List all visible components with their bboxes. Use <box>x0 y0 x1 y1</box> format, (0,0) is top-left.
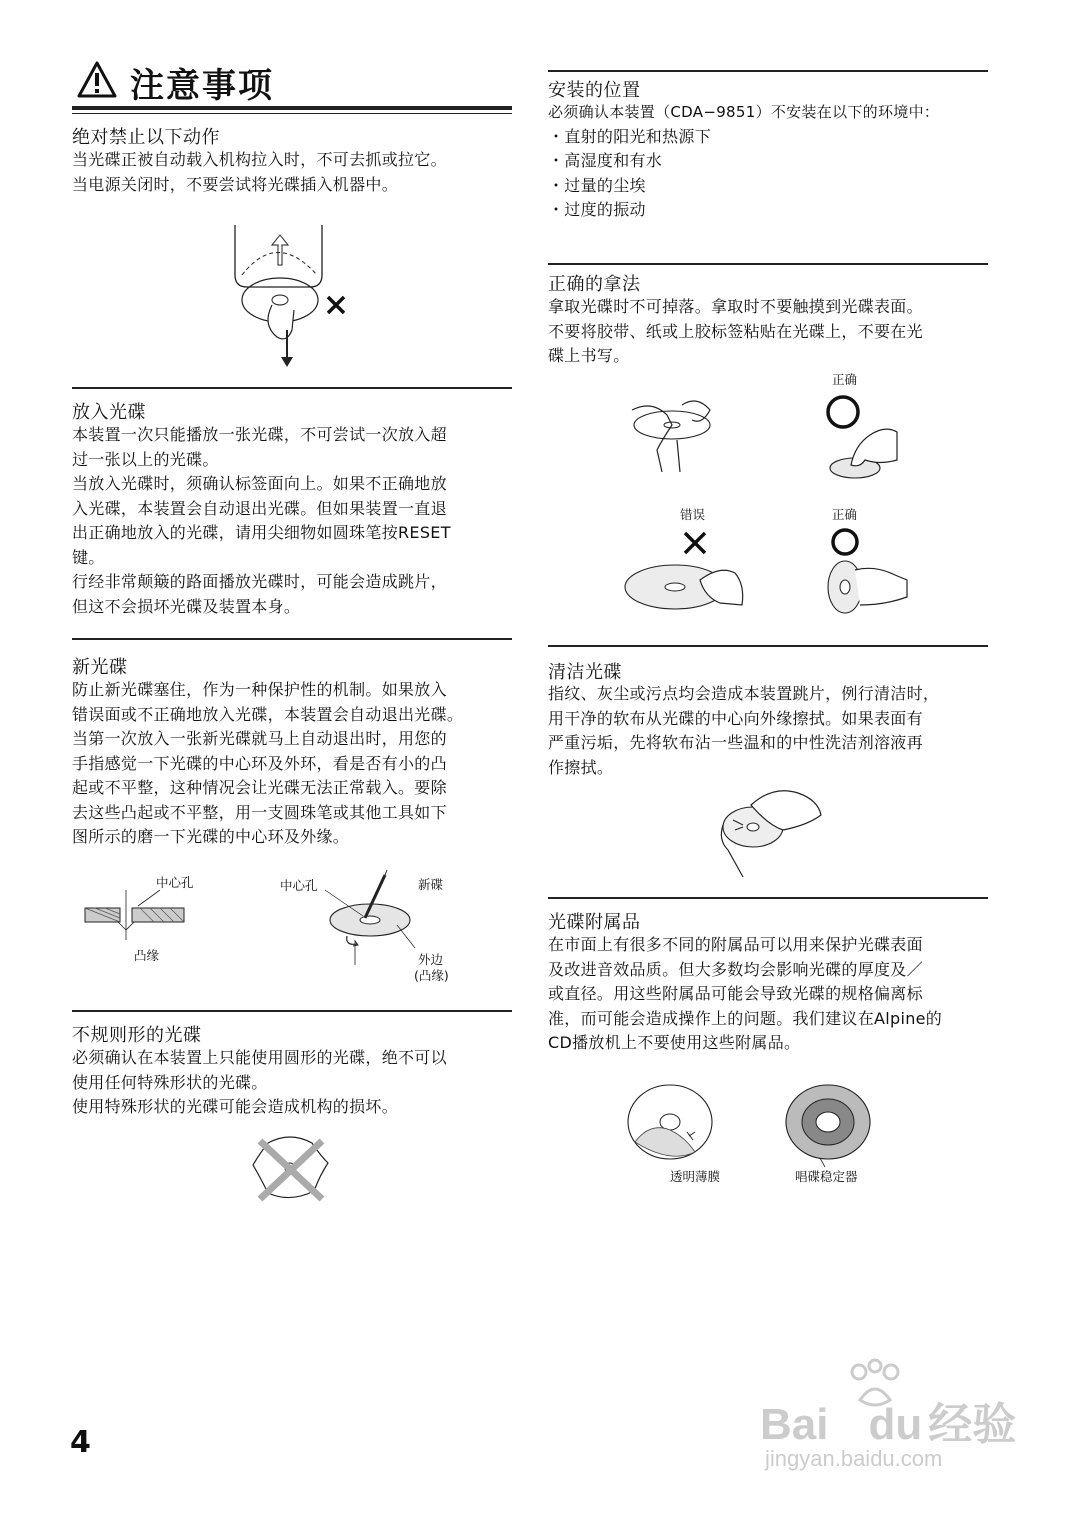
section-heading-accessories: 光碟附属品 <box>548 912 641 933</box>
label-outer-edge: 外边 <box>418 952 444 967</box>
section-heading-insert-disc: 放入光碟 <box>72 402 146 423</box>
label-new-disc: 新碟 <box>418 877 444 892</box>
label-disc-stabilizer: 唱碟稳定器 <box>795 1169 858 1184</box>
section-heading-handling: 正确的拿法 <box>548 274 641 295</box>
label-wrong: 错误 <box>680 507 706 522</box>
transparent-film-illustration <box>625 1082 715 1164</box>
divider <box>548 645 988 647</box>
handling-hand-disc-illustration <box>622 380 717 475</box>
section-body-install-location: 必须确认本装置（CDA−9851）不安装在以下的环境中： ・直射的阳光和热源下 ・高湿度和有水 ・过量的尘埃 ・过度的振动 <box>548 103 940 219</box>
watermark-brand-cn: 经验 <box>928 1400 1017 1449</box>
section-body-new-disc: 防止新光碟塞住，作为一种保护性的机制。如果放入 错误面或不正确地放入光碟，本装置会自动退出光碟。 当第一次放入一张新光碟就马上自动退出时，用您的 手指感觉一下光碟的中心环及外环，看是否有小的凸 起或不平整，这种情况会让光碟无法正常载入。要除 去这些凸起或不平整，用一支圆珠笔或其他工具如下 图所示的磨一下光碟的中心环及外缘。 <box>72 680 464 846</box>
label-correct-2: 正确 <box>832 507 858 522</box>
watermark-brand: Bai <box>760 1400 829 1449</box>
wrong-handling-illustration <box>620 525 750 620</box>
label-outer-edge-paren: (凸缘) <box>414 968 449 983</box>
section-body-prohibited: 当光碟正被自动载入机构拉入时，不可去抓或拉它。 当电源关闭时，不要尝试将光碟插入机器中。 <box>72 150 447 194</box>
section-body-insert-disc: 本装置一次只能播放一张光碟，不可尝试一次放入超 过一张以上的光碟。 当放入光碟时，须确认标签面向上。如果不正确地放 入光碟，本装置会自动退出光碟。但如果装置一直退 出正确地放入的光碟，请用尖细物如圆珠笔按RESET 键。 行经非常颠簸的路面播放光碟时，可能会造成跳片， 但这不会损坏光碟及装置本身。 <box>72 425 451 616</box>
label-transparent-film: 透明薄膜 <box>670 1169 721 1184</box>
cleaning-disc-illustration <box>713 785 828 880</box>
title-rule <box>72 106 512 110</box>
section-heading-prohibited: 绝对禁止以下动作 <box>72 127 220 148</box>
label-correct-1: 正确 <box>832 372 858 387</box>
divider <box>72 387 512 389</box>
label-bump: 凸缘 <box>134 948 160 963</box>
page-title: 注意事项 <box>130 66 274 106</box>
section-heading-irregular-disc: 不规则形的光碟 <box>72 1025 202 1046</box>
section-heading-cleaning: 清洁光碟 <box>548 662 622 683</box>
disc-cross-section-illustration <box>80 890 190 950</box>
warning-icon <box>76 60 118 100</box>
section-body-accessories: 在市面上有很多不同的附属品可以用来保护光碟表面 及改进音效品质。但大多数均会影响光碟的厚度及／ 或直径。用这些附属品可能会导致光碟的规格偏离标 准，而可能会造成操作上的问题。我们建议在Alpine的 CD播放机上不要使用这些附属品。 <box>548 935 943 1052</box>
correct-handling-illustration <box>815 390 900 485</box>
title-rule-thin <box>72 113 512 114</box>
divider <box>72 638 512 640</box>
label-center-hole-2: 中心孔 <box>280 878 318 893</box>
section-body-irregular-disc: 必须确认在本装置上只能使用圆形的光碟，绝不可以 使用任何特殊形状的光碟。 使用特殊形状的光碟可能会造成机构的损坏。 <box>72 1048 447 1116</box>
disc-insert-prohibited-illustration <box>232 225 352 370</box>
section-heading-install-location: 安装的位置 <box>548 80 641 101</box>
watermark-brand-du: du <box>868 1400 923 1449</box>
label-center-hole: 中心孔 <box>156 875 194 890</box>
disc-stabilizer-illustration <box>785 1082 875 1164</box>
section-heading-new-disc: 新光碟 <box>72 657 128 678</box>
irregular-disc-prohibited-illustration <box>248 1135 333 1205</box>
watermark-url: jingyan.baidu.com <box>765 1446 943 1471</box>
section-body-cleaning: 指纹、灰尘或污点均会造成本装置跳片，例行清洁时， 用干净的软布从光碟的中心向外缘擦拭。如果表面有 严重污垢，先将软布沾一些温和的中性洗洁剂溶液再 作擦拭。 <box>548 684 940 777</box>
correct-edge-handling-illustration <box>815 525 910 620</box>
section-body-handling: 拿取光碟时不可掉落。拿取时不要触摸到光碟表面。 不要将胶带、纸或上胶标签粘贴在光碟上，不要在光 碟上书写。 <box>548 297 923 365</box>
divider <box>548 897 988 899</box>
page-number: 4 <box>70 1425 91 1460</box>
divider <box>72 1010 512 1012</box>
divider <box>548 263 988 265</box>
divider <box>548 70 988 72</box>
